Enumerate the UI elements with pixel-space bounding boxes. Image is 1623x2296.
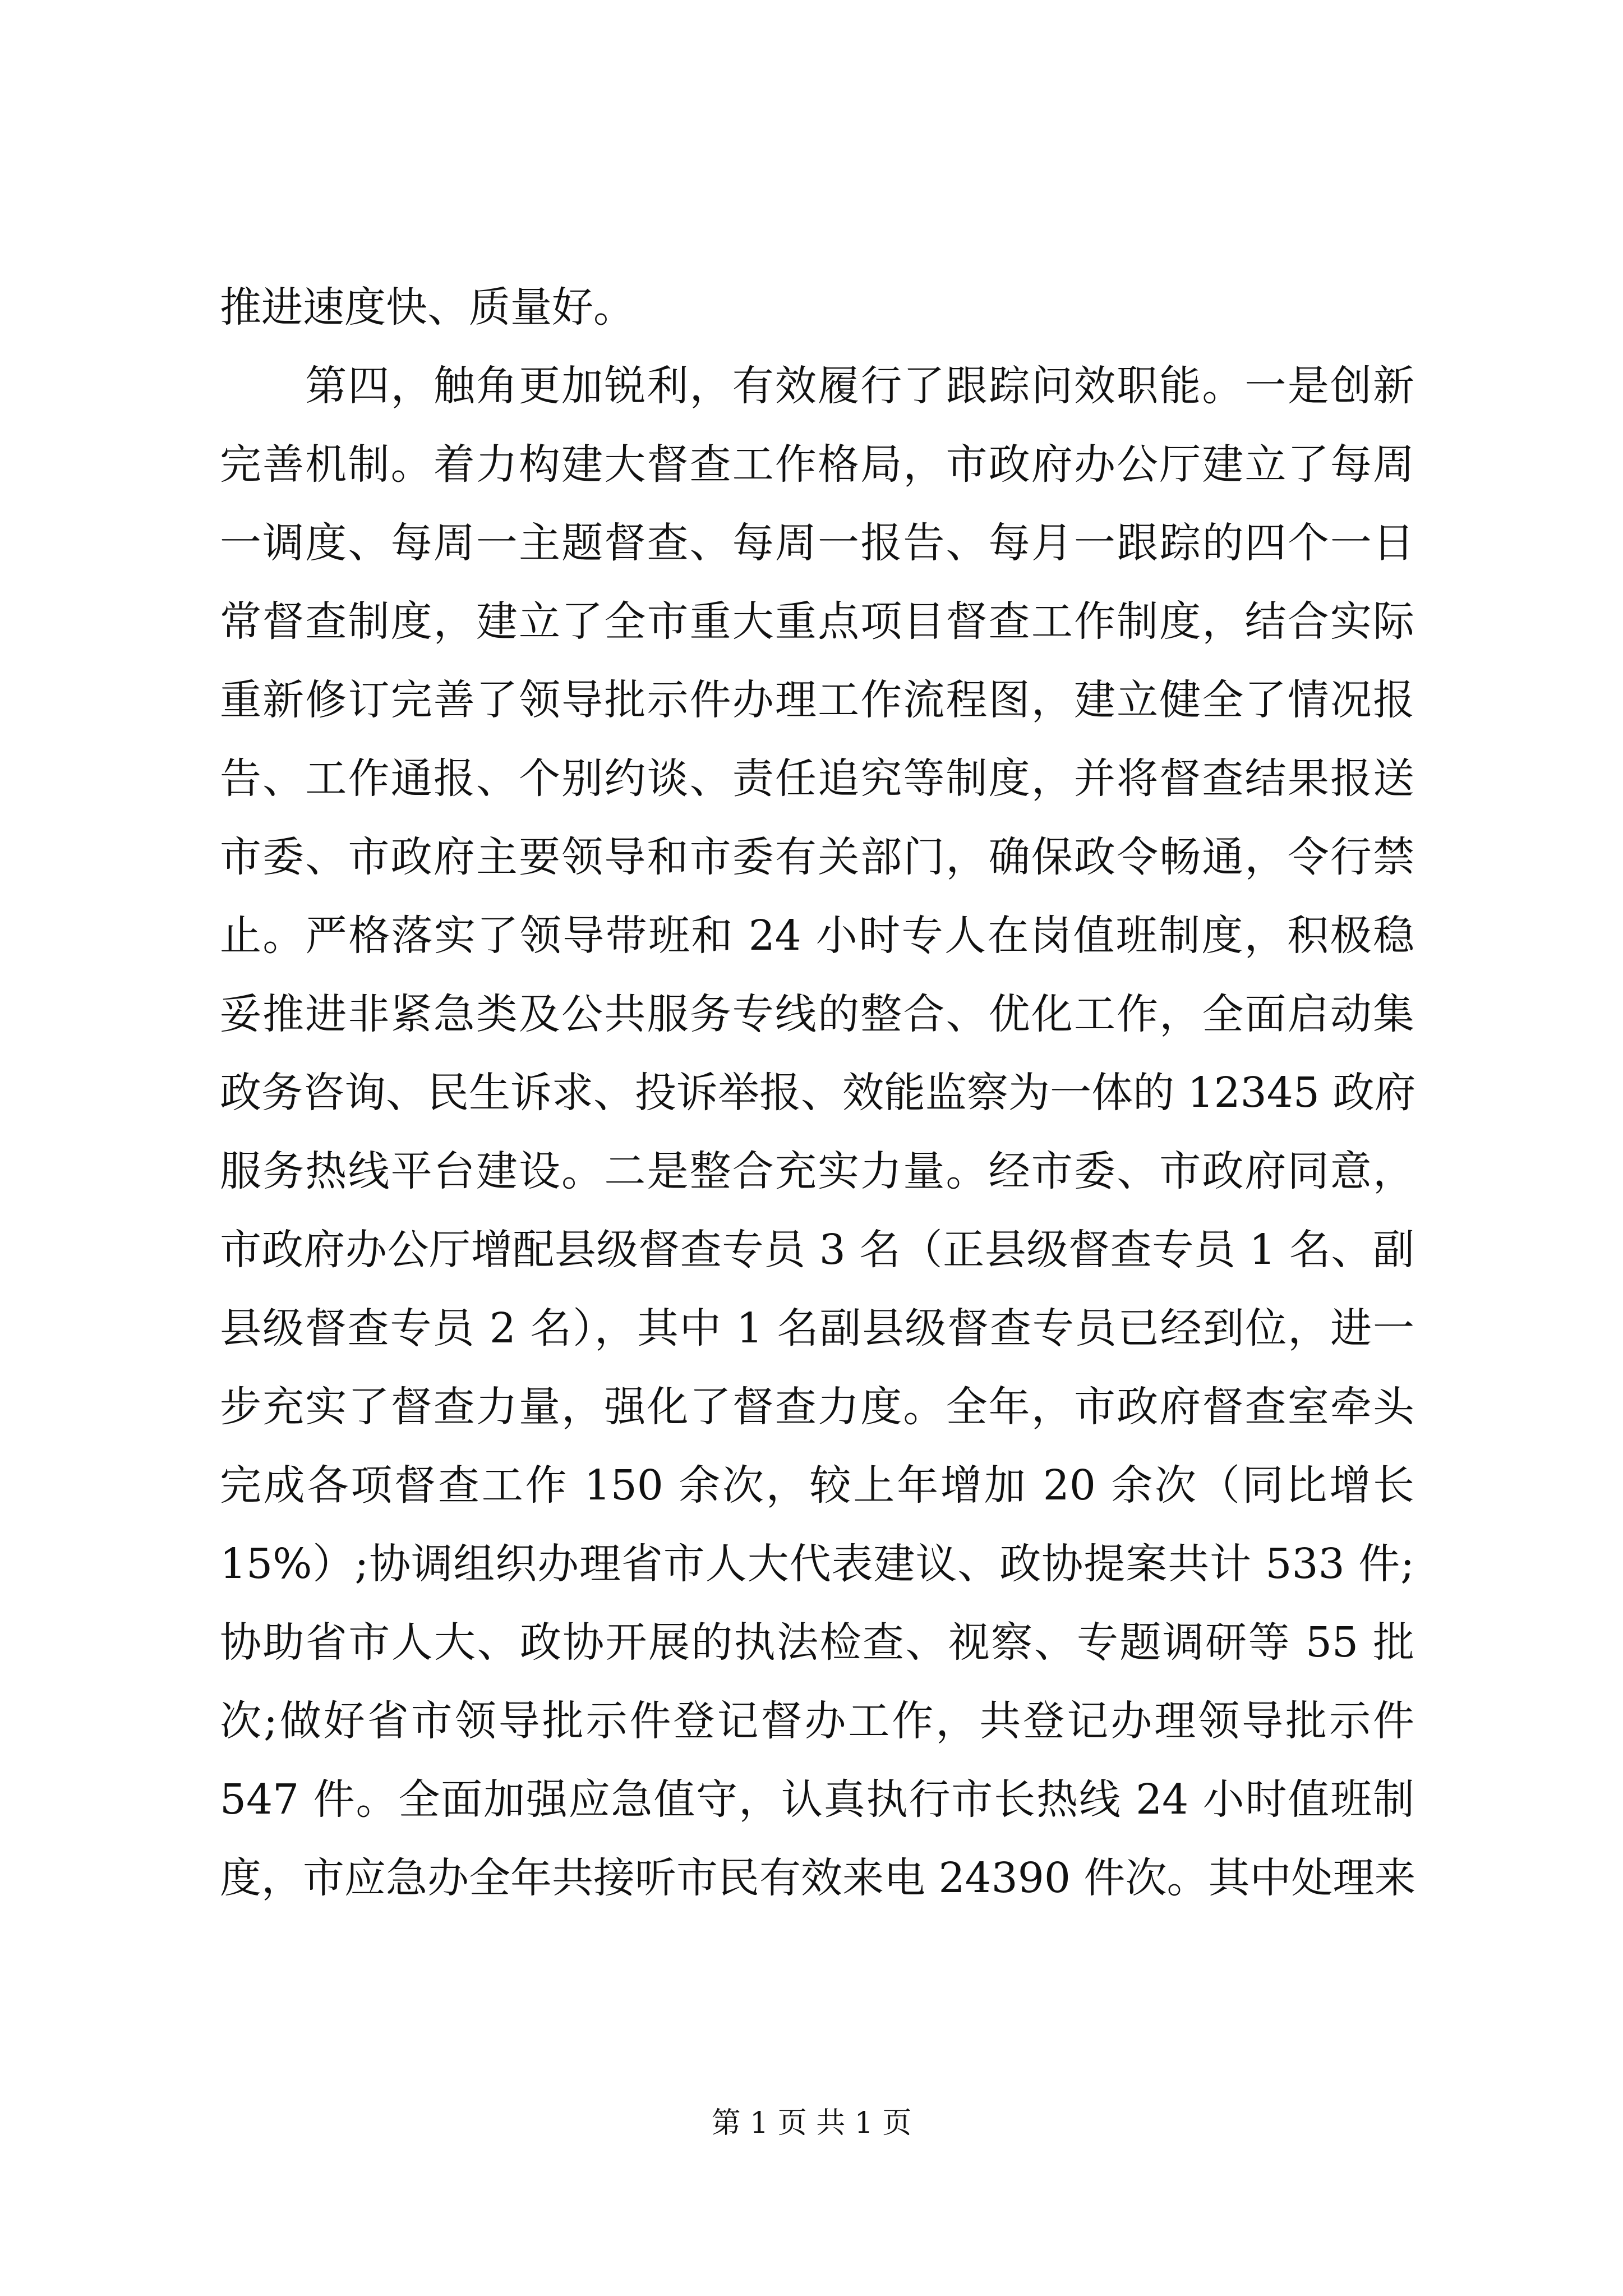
text-line: 县级督查专员 2 名），其中 1 名副县级督查专员已经到位，进一	[220, 1304, 1414, 1352]
text-line: 度，市应急办全年共接听市民有效来电 24390 件次。其中处理来	[220, 1854, 1416, 1902]
text-line: 重新修订完善了领导批示件办理工作流程图，建立健全了情况报	[220, 676, 1414, 724]
text-line: 完善机制。着力构建大督查工作格局，市政府办公厅建立了每周	[220, 440, 1414, 489]
text-line: 妥推进非紧急类及公共服务专线的整合、优化工作，全面启动集	[220, 990, 1414, 1038]
text-line: 推进速度快、质量好。	[220, 283, 635, 332]
page-number-footer: 第 1 页 共 1 页	[711, 2106, 912, 2140]
text-line: 第四，触角更加锐利，有效履行了跟踪问效职能。一是创新	[220, 362, 1414, 410]
text-line: 常督查制度，建立了全市重大重点项目督查工作制度，结合实际	[220, 597, 1414, 646]
text-line: 次;做好省市领导批示件登记督办工作，共登记办理领导批示件	[220, 1697, 1414, 1745]
text-line: 步充实了督查力量，强化了督查力度。全年，市政府督查室牵头	[220, 1383, 1414, 1431]
text-line: 完成各项督查工作 150 余次，较上年增加 20 余次（同比增长	[220, 1461, 1414, 1510]
text-line: 一调度、每周一主题督查、每周一报告、每月一跟踪的四个一日	[220, 519, 1414, 567]
body-text	[220, 268, 1414, 1917]
text-line: 止。严格落实了领导带班和 24 小时专人在岗值班制度，积极稳	[220, 912, 1414, 960]
text-line: 市委、市政府主要领导和市委有关部门，确保政令畅通，令行禁	[220, 833, 1414, 881]
text-line: 协助省市人大、政协开展的执法检查、视察、专题调研等 55 批	[220, 1618, 1414, 1667]
text-line: 15%）;协调组织办理省市人大代表建议、政协提案共计 533 件;	[220, 1540, 1415, 1588]
text-line: 告、工作通报、个别约谈、责任追究等制度，并将督查结果报送	[220, 754, 1414, 803]
text-line: 服务热线平台建设。二是整合充实力量。经市委、市政府同意，	[220, 1147, 1414, 1195]
text-line: 547 件。全面加强应急值守，认真执行市长热线 24 小时值班制	[220, 1775, 1414, 1824]
text-line: 市政府办公厅增配县级督查专员 3 名（正县级督查专员 1 名、副	[220, 1226, 1414, 1274]
text-line: 政务咨询、民生诉求、投诉举报、效能监察为一体的 12345 政府	[220, 1069, 1416, 1117]
